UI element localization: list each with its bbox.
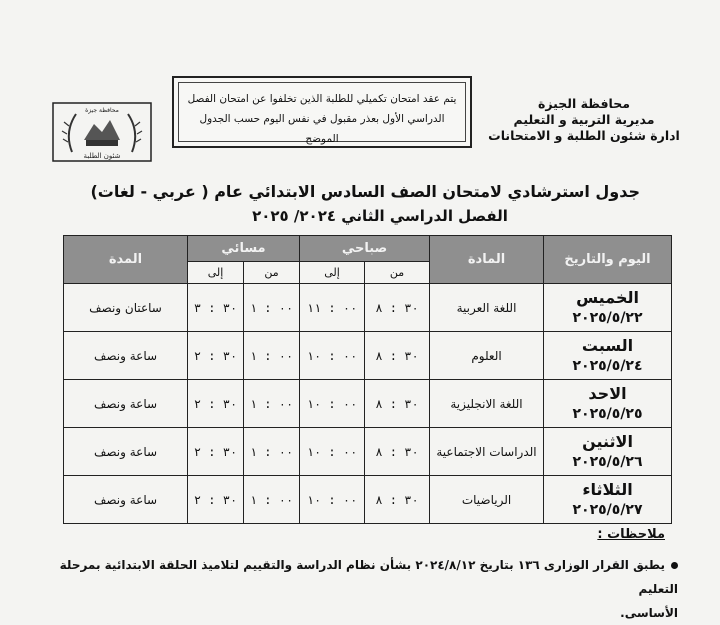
note-text-line-2: الأساسى. xyxy=(620,606,678,620)
morning-from-cell: ٣٠ : ٨ xyxy=(365,332,430,380)
evening-to-cell: ٣٠ : ٢ xyxy=(188,428,244,476)
day-name: الاحد xyxy=(588,383,627,403)
evening-from-cell: ٠٠ : ١ xyxy=(244,284,300,332)
duration-cell: ساعة ونصف xyxy=(64,332,188,380)
exam-date: ٢٠٢٥/٥/٢٥ xyxy=(572,405,643,422)
duration-cell: ساعتان ونصف xyxy=(64,284,188,332)
table-row xyxy=(64,476,672,524)
subject-cell: الدراسات الاجتماعية xyxy=(430,428,544,476)
morning-to-cell: ٠٠ : ١٠ xyxy=(300,380,365,428)
exam-date: ٢٠٢٥/٥/٢٤ xyxy=(572,357,643,374)
header-morning: صباحي xyxy=(300,236,430,262)
seal-top-text: محافظة جيزة xyxy=(85,107,119,114)
table-row xyxy=(64,332,672,380)
seal-bottom-text: شئون الطلبة xyxy=(83,152,121,160)
duration-cell: ساعة ونصف xyxy=(64,476,188,524)
subject-cell: اللغة العربية xyxy=(430,284,544,332)
notes-heading: ملاحظات : xyxy=(597,527,665,542)
schedule-title: جدول استرشادي لامتحان الصف السادس الابتدائي عام ( عربي - لغات) xyxy=(90,182,640,201)
notice-box xyxy=(172,76,472,148)
header-day-date: اليوم والتاريخ xyxy=(544,236,672,284)
evening-to-cell: ٣٠ : ٢ xyxy=(188,476,244,524)
governorate-name: محافظة الجيزة xyxy=(538,96,630,111)
organization-header xyxy=(474,96,694,144)
evening-from-cell: ٠٠ : ١ xyxy=(244,332,300,380)
notice-line-2: الدراسي الأول بعذر مقبول في نفس اليوم حسب الجدول الموضح xyxy=(199,113,445,145)
subject-cell: اللغة الانجليزية xyxy=(430,380,544,428)
day-name: السبت xyxy=(581,335,634,355)
exam-date: ٢٠٢٥/٥/٢٢ xyxy=(572,309,643,326)
day-name: الاثنين xyxy=(582,431,633,451)
table-row xyxy=(64,428,672,476)
day-name: الثلاثاء xyxy=(582,479,633,499)
morning-to-cell: ٠٠ : ١١ xyxy=(300,284,365,332)
exam-date: ٢٠٢٥/٥/٢٦ xyxy=(572,453,643,470)
directorate-name: مديرية التربية و التعليم xyxy=(513,112,655,127)
note-item xyxy=(38,553,678,625)
header-subject: المادة xyxy=(430,236,544,284)
note-text-line-1: يطبق القرار الوزارى ١٣٦ بتاريخ ٢٠٢٤/٨/١٢ بشأن نظام الدراسة والتقييم لتلاميذ الحلقة الابتدائية بمرحلة التعليم xyxy=(59,558,678,596)
header-morning-from: من xyxy=(365,262,430,284)
morning-from-cell: ٣٠ : ٨ xyxy=(365,380,430,428)
student-affairs-seal-icon xyxy=(52,102,152,162)
notice-line-1: يتم عقد امتحان تكميلي للطلبة الذين تخلفوا عن امتحان الفصل xyxy=(187,93,457,105)
morning-from-cell: ٣٠ : ٨ xyxy=(365,428,430,476)
duration-cell: ساعة ونصف xyxy=(64,428,188,476)
morning-to-cell: ٠٠ : ١٠ xyxy=(300,476,365,524)
table-row xyxy=(64,380,672,428)
bullet-icon xyxy=(671,562,678,569)
evening-from-cell: ٠٠ : ١ xyxy=(244,380,300,428)
header-duration: المدة xyxy=(64,236,188,284)
morning-from-cell: ٣٠ : ٨ xyxy=(365,476,430,524)
evening-to-cell: ٣٠ : ٣ xyxy=(188,284,244,332)
evening-to-cell: ٣٠ : ٢ xyxy=(188,380,244,428)
morning-to-cell: ٠٠ : ١٠ xyxy=(300,332,365,380)
duration-cell: ساعة ونصف xyxy=(64,380,188,428)
header-morning-to: إلى xyxy=(300,262,365,284)
day-name: الخميس xyxy=(576,287,639,307)
header-evening: مسائي xyxy=(188,236,300,262)
subject-cell: الرياضيات xyxy=(430,476,544,524)
term-title: الفصل الدراسي الثاني ٢٠٢٤/ ٢٠٢٥ xyxy=(252,207,508,225)
evening-from-cell: ٠٠ : ١ xyxy=(244,476,300,524)
header-evening-to: إلى xyxy=(188,262,244,284)
morning-to-cell: ٠٠ : ١٠ xyxy=(300,428,365,476)
morning-from-cell: ٣٠ : ٨ xyxy=(365,284,430,332)
header-evening-from: من xyxy=(244,262,300,284)
department-name: ادارة شئون الطلبة و الامتحانات xyxy=(488,128,680,143)
exam-date: ٢٠٢٥/٥/٢٧ xyxy=(572,501,643,518)
evening-from-cell: ٠٠ : ١ xyxy=(244,428,300,476)
exam-schedule-table xyxy=(63,235,672,524)
subject-cell: العلوم xyxy=(430,332,544,380)
evening-to-cell: ٣٠ : ٢ xyxy=(188,332,244,380)
table-row xyxy=(64,284,672,332)
